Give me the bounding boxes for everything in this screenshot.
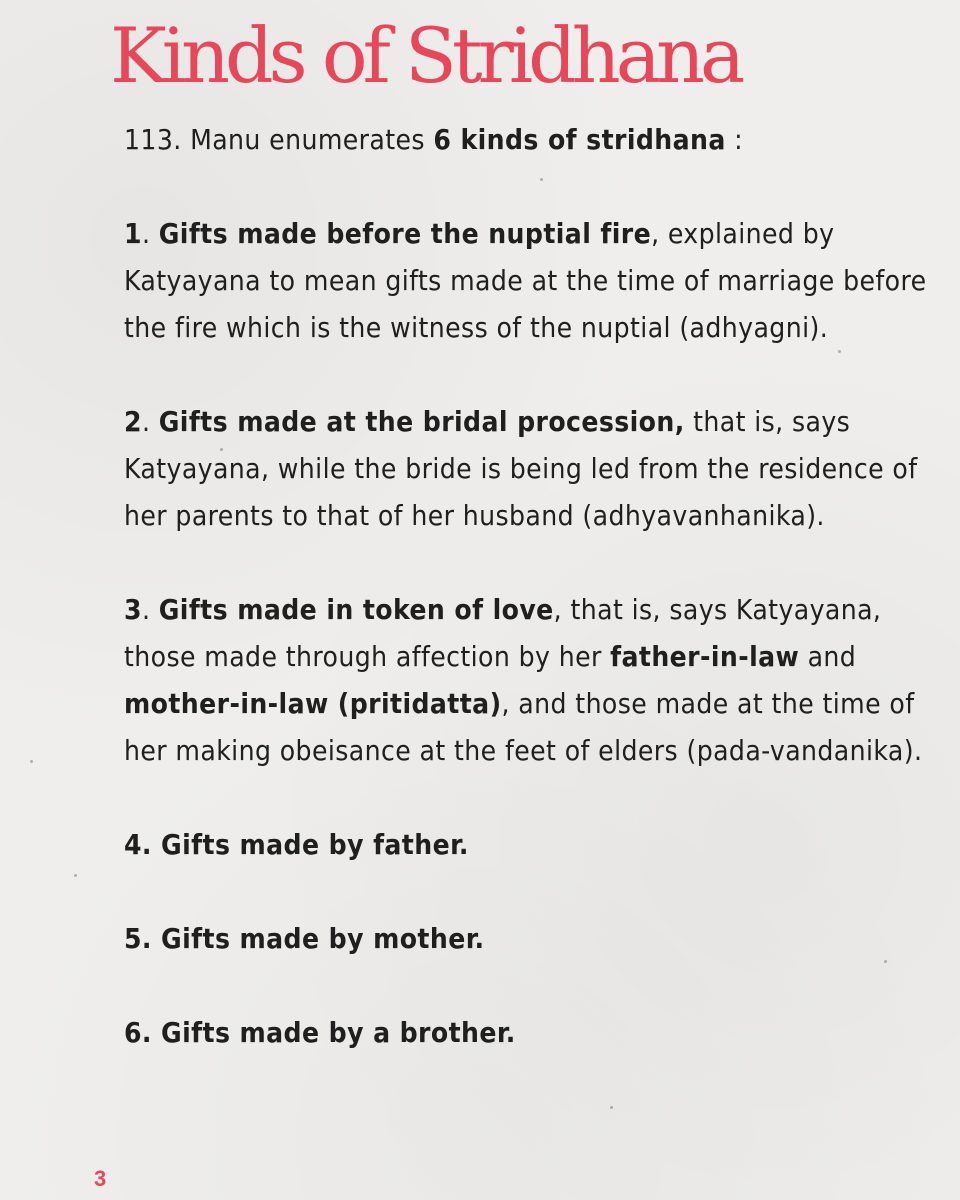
page-number: 3 [94, 1166, 107, 1191]
item-emphasis: father-in-law [610, 640, 800, 673]
item-number: 1 [124, 217, 142, 250]
intro-text: 113. Manu enumerates [124, 123, 434, 156]
paper-speck [30, 760, 33, 763]
item-heading: Gifts made in token of love [158, 593, 554, 626]
item-heading: 4. Gifts made by father. [124, 828, 469, 861]
list-item-2: 2. Gifts made at the bridal procession, that is, says Katyayana, while the bride is being led from the residence of her parents to that of her husband (adhyavanhanika). [124, 405, 918, 532]
intro-paragraph [124, 116, 932, 163]
document-body [124, 116, 932, 1056]
item-text: that is, says Katyayana, while the bride is being led from the residence of her parents to that of her husband (adhyavanhanika). [124, 405, 918, 532]
paper-speck [74, 874, 77, 877]
item-emphasis: mother-in-law (pritidatta) [124, 687, 502, 720]
item-heading: 6. Gifts made by a brother. [124, 1016, 516, 1049]
list-item-3: 3. Gifts made in token of love, that is, says Katyayana, those made through affection by her father-in-law and mother-in-law (pritidatta), and those made at the time of her making obeisance at the feet of elders (pada-vandanika). [124, 593, 923, 767]
page-title: Kinds of Stridhana [110, 11, 741, 100]
item-text: , that is, says Katyayana, those made through affection by her [124, 593, 882, 673]
item-heading: 5. Gifts made by mother. [124, 922, 485, 955]
item-heading: Gifts made before the nuptial fire [158, 217, 652, 250]
list-item-4 [124, 821, 932, 868]
item-number: 2 [124, 405, 142, 438]
item-text: and [799, 640, 857, 673]
intro-emphasis: 6 kinds of stridhana [433, 123, 726, 156]
paper-speck [610, 1106, 613, 1109]
item-number: 3 [124, 593, 142, 626]
list-item-6 [124, 1009, 932, 1056]
intro-suffix: : [725, 123, 744, 156]
list-item-5 [124, 915, 932, 962]
item-text: , explained by Katyayana to mean gifts made at the time of marriage before the fire which is the witness of the nuptial (adhyagni). [124, 217, 927, 344]
item-text: , and those made at the time of her making obeisance at the feet of elders (pada-vandanika). [124, 687, 923, 767]
list-item-1: 1. Gifts made before the nuptial fire, explained by Katyayana to mean gifts made at the time of marriage before the fire which is the witness of the nuptial (adhyagni). [124, 217, 927, 344]
item-heading: Gifts made at the bridal procession, [158, 405, 685, 438]
